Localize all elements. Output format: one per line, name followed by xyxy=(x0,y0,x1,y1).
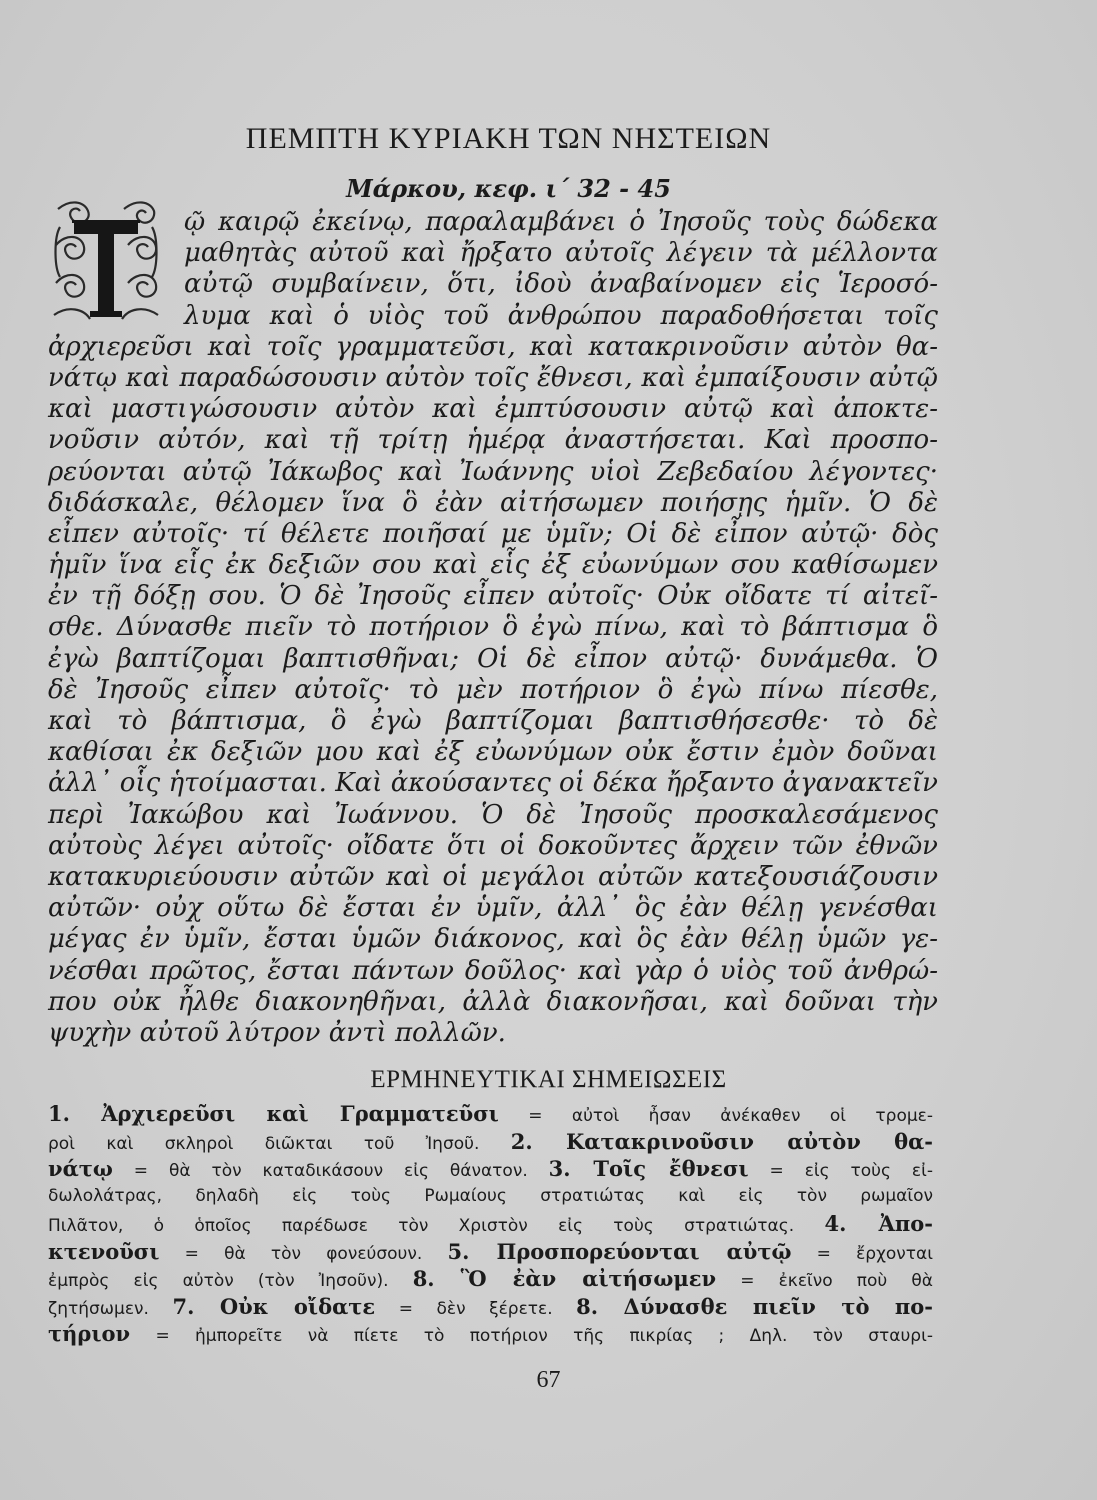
text-line: εἶπεν αὐτοῖς· τί θέλετε ποιῆσαί με ὑμῖν; Οἱ δὲ εἶπον αὐτῷ· δὸς xyxy=(48,518,938,549)
text-line: μαθητὰς αὐτοῦ καὶ ἤρξατο αὐτοῖς λέγειν τὰ μέλλοντα xyxy=(184,238,938,269)
note-gloss: = ἐκεῖνο ποὺ θὰ xyxy=(716,1271,933,1291)
text-line: λυμα καὶ ὁ υἱὸς τοῦ ἀνθρώπου παραδοθήσεται τοῖς xyxy=(184,300,938,331)
note-gloss: = εἰς τοὺς εἰ- xyxy=(748,1161,933,1181)
text-line: αὐτῶν· οὐχ οὕτω δὲ ἔσται ἐν ὑμῖν, ἀλλ᾽ ὃς ἐὰν θέλῃ γενέσθαι xyxy=(48,893,938,924)
note-gloss: ζητήσωμεν. xyxy=(48,1298,173,1319)
page-title: ΠΕΜΠΤΗ ΚΥΡΙΑΚΗ ΤΩΝ ΝΗΣΤΕΙΩΝ xyxy=(245,122,772,155)
text-line: που οὐκ ἦλθε διακονηθῆναι, ἀλλὰ διακονῆσαι, καὶ δοῦναι τὴν xyxy=(48,986,938,1017)
note-line xyxy=(48,1293,933,1321)
note-line xyxy=(48,1100,933,1128)
page-number: 67 xyxy=(536,1367,561,1393)
note-line xyxy=(48,1265,933,1293)
note-line xyxy=(48,1128,933,1156)
note-term: τήριον xyxy=(48,1321,131,1346)
note-gloss: = ἠμπορεῖτε νὰ πίετε τὸ ποτήριον τῆς πικρίας ; Δηλ. τὸν σταυρι- xyxy=(130,1326,933,1346)
note-term: 3. Τοῖς ἔθνεσι xyxy=(548,1156,749,1181)
text-line: ἀρχιερεῦσι καὶ τοῖς γραμματεῦσι, καὶ κατακρινοῦσιν αὐτὸν θα- xyxy=(48,331,938,362)
gospel-text xyxy=(48,207,938,1049)
note-term: 5. Προσπορεύονται αὐτῷ xyxy=(447,1238,792,1264)
text-line: καὶ τὸ βάπτισμα, ὃ ἐγὼ βαπτίζομαι βαπτισθήσεσθε· τὸ δὲ xyxy=(48,706,938,736)
text-line: ἀλλ᾽ οἷς ἡτοίμασται. Καὶ ἀκούσαντες οἱ δέκα ἤρξαντο ἀγανακτεῖν xyxy=(48,768,938,799)
text-line: ἐγὼ βαπτίζομαι βαπτισθῆναι; Οἱ δὲ εἶπον αὐτῷ· δυνάμεθα. Ὁ xyxy=(48,643,938,674)
text-line: καθίσαι ἐκ δεξιῶν μου καὶ ἐξ εὐωνύμων οὐκ ἔστιν ἐμὸν δοῦναι xyxy=(48,737,938,768)
note-gloss: ροὶ καὶ σκληροὶ διῶκται τοῦ Ἰησοῦ. xyxy=(48,1133,511,1154)
note-line xyxy=(48,1210,933,1238)
note-gloss: = δὲν ξέρετε. xyxy=(375,1298,577,1319)
text-line: σθε. Δύνασθε πιεῖν τὸ ποτήριον ὃ ἐγὼ πίνω, καὶ τὸ βάπτισμα ὃ xyxy=(48,612,938,643)
text-line: καὶ μαστιγώσουσιν αὐτὸν καὶ ἐμπτύσουσιν αὐτῷ καὶ ἀποκτε- xyxy=(48,394,938,425)
text-line: ψυχὴν αὐτοῦ λύτρον ἀντὶ πολλῶν. xyxy=(48,1017,506,1048)
note-gloss: = θὰ τὸν καταδικάσουν εἰς θάνατον. xyxy=(112,1161,549,1181)
text-line: ἐν τῇ δόξῃ σου. Ὁ δὲ Ἰησοῦς εἶπεν αὐτοῖς· Οὐκ οἴδατε τί αἰτεῖ- xyxy=(48,581,938,612)
note-gloss: δωλολάτρας, δηλαδὴ εἰς τοὺς Ρωμαίους στρατιώτας καὶ εἰς τὸν ρωμαῖον xyxy=(48,1185,933,1206)
note-term: κτενοῦσι xyxy=(48,1238,160,1264)
note-term: 1. Ἀρχιερεῦσι καὶ Γραμματεῦσι xyxy=(48,1101,499,1126)
text-line: αὐτῷ συμβαίνειν, ὅτι, ἰδοὺ ἀναβαίνομεν εἰς Ἱεροσό- xyxy=(184,269,938,300)
notes-heading: ΕΡΜΗΝΕΥΤΙΚΑΙ ΣΗΜΕΙΩΣΕΙΣ xyxy=(370,1066,727,1093)
text-line: δὲ Ἰησοῦς εἶπεν αὐτοῖς· τὸ μὲν ποτήριον ὃ ἐγὼ πίνω πίεσθε, xyxy=(48,674,938,705)
text-line: ῷ καιρῷ ἐκείνῳ, παραλαμβάνει ὁ Ἰησοῦς τοὺς δώδεκα xyxy=(184,207,938,237)
text-line: ρεύονται αὐτῷ Ἰάκωβος καὶ Ἰωάννης υἱοὶ Ζεβεδαίου λέγοντες· xyxy=(48,456,938,487)
note-term: 2. Κατακρινοῦσιν αὐτὸν θα- xyxy=(510,1128,933,1154)
text-line: μέγας ἐν ὑμῖν, ἔσται ὑμῶν διάκονος, καὶ ὃς ἐὰν θέλῃ ὑμῶν γε- xyxy=(48,924,938,955)
note-gloss: Πιλᾶτον, ὁ ὁποῖος παρέδωσε τὸν Χριστὸν εἰς τοὺς στρατιώτας. xyxy=(48,1216,825,1236)
scripture-reference: Μάρκου, κεφ. ι΄ 32 - 45 xyxy=(346,174,671,203)
text-line: νοῦσιν αὐτόν, καὶ τῇ τρίτῃ ἡμέρᾳ ἀναστήσεται. Καὶ προσπο- xyxy=(48,425,938,456)
note-gloss: = αὐτοὶ ἦσαν ἀνέκαθεν οἱ τρομε- xyxy=(498,1106,933,1126)
text-line: ἡμῖν ἵνα εἷς ἐκ δεξιῶν σου καὶ εἷς ἐξ εὐωνύμων σου καθίσωμεν xyxy=(48,550,938,581)
explanatory-notes xyxy=(48,1100,933,1348)
note-line xyxy=(48,1320,933,1348)
note-term: 8. Δύνασθε πιεῖν τὸ πο- xyxy=(576,1293,933,1319)
note-gloss: = ἔρχονται xyxy=(791,1243,933,1264)
note-gloss: = θὰ τὸν φονεύσουν. xyxy=(159,1243,448,1264)
note-term: νάτῳ xyxy=(48,1156,113,1181)
note-term: 8. Ὃ ἐὰν αἰτήσωμεν xyxy=(412,1266,717,1291)
note-line xyxy=(48,1155,933,1183)
text-line: νάτῳ καὶ παραδώσουσιν αὐτὸν τοῖς ἔθνεσι, καὶ ἐμπαίξουσιν αὐτῷ xyxy=(48,362,938,393)
text-line: νέσθαι πρῶτος, ἔσται πάντων δοῦλος· καὶ γὰρ ὁ υἱὸς τοῦ ἀνθρώ- xyxy=(48,955,938,986)
note-gloss: ἐμπρὸς εἰς αὐτὸν (τὸν Ἰησοῦν). xyxy=(48,1271,413,1291)
note-line xyxy=(48,1183,933,1211)
note-line xyxy=(48,1238,933,1266)
text-line: περὶ Ἰακώβου καὶ Ἰωάννου. Ὁ δὲ Ἰησοῦς προσκαλεσάμενος xyxy=(48,799,938,830)
text-line: κατακυριεύουσιν αὐτῶν καὶ οἱ μεγάλοι αὐτῶν κατεξουσιάζουσιν xyxy=(48,861,938,892)
note-term: 4. Ἀπο- xyxy=(824,1211,933,1236)
note-term: 7. Οὐκ οἴδατε xyxy=(172,1293,376,1319)
text-line: αὐτοὺς λέγει αὐτοῖς· οἴδατε ὅτι οἱ δοκοῦντες ἄρχειν τῶν ἐθνῶν xyxy=(48,830,938,861)
text-line: διδάσκαλε, θέλομεν ἵνα ὃ ἐὰν αἰτήσωμεν ποιήσῃς ἡμῖν. Ὁ δὲ xyxy=(48,487,938,518)
